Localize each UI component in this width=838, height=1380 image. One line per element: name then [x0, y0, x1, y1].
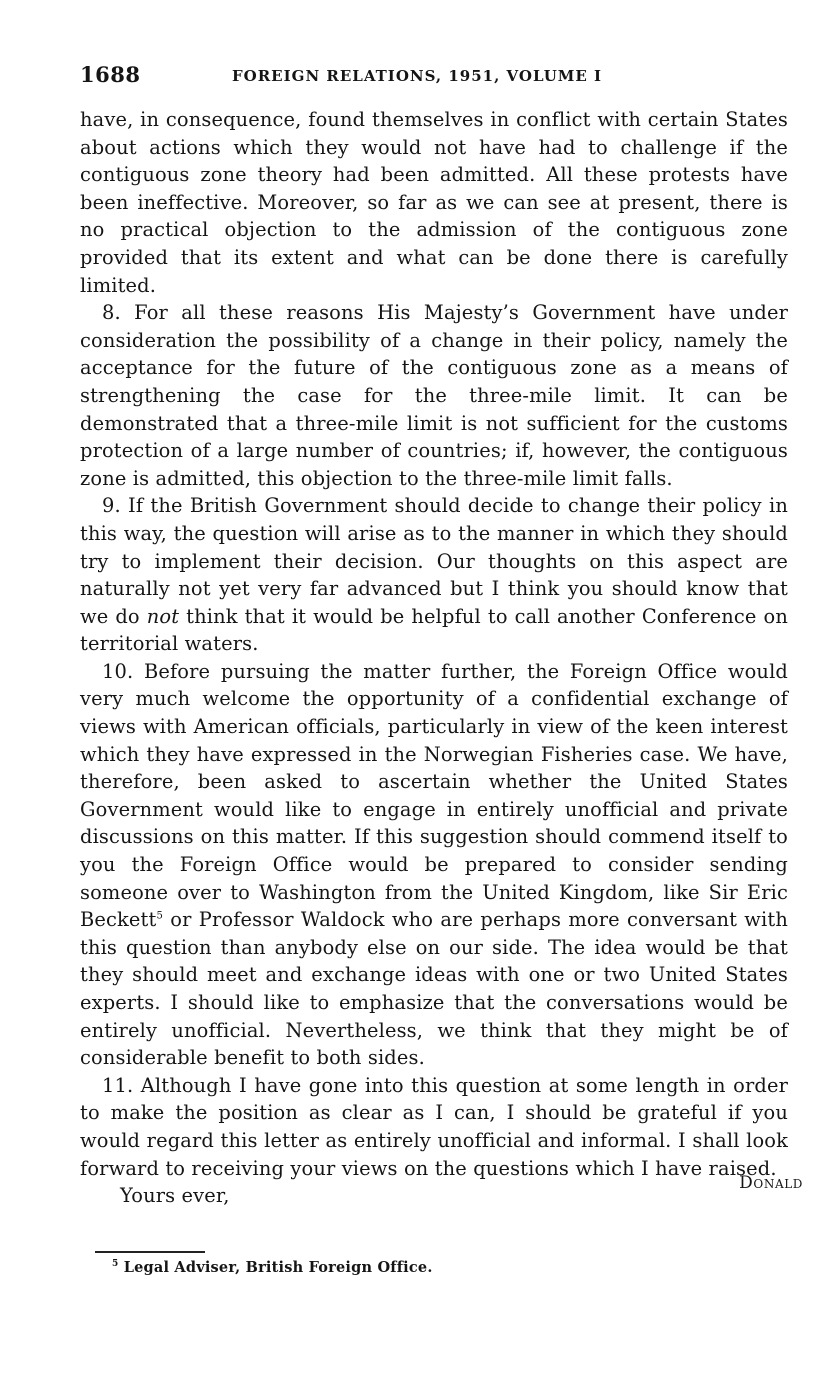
paragraph-11: 11. Although I have gone into this question at some length in order to make the position as clear as I can, I should be grateful if you would regard this letter as entirely unofficial and informal. I shall look forward to receiving your views on the questions which I have raised. — [80, 1073, 788, 1180]
closing-block — [80, 1173, 803, 1210]
paragraph-10 — [80, 658, 788, 1072]
paragraph-10-text-a: 10. Before pursuing the matter further, the Foreign Office would very much welcome the opportunity of a confidential exchange of views with American officials, particularly in view of the keen interest which they have expressed in the Norwegian Fisheries case. We have, therefore, been asked to ascertain whether the United States Government would like to engage in entirely unofficial and private discussions on this matter. If this suggestion should commend itself to you the Foreign Office would be prepared to consider sending someone over to Washington from the United Kingdom, like Sir Eric Beckett — [80, 659, 788, 932]
running-title: FOREIGN RELATIONS, 1951, VOLUME I — [232, 67, 603, 85]
salutation: Yours ever, — [120, 1184, 230, 1208]
footnote — [112, 1259, 433, 1276]
paragraph-9 — [80, 492, 788, 658]
footnote-text: Legal Adviser, British Foreign Office. — [123, 1259, 433, 1276]
footnote-divider — [95, 1251, 205, 1253]
paragraph-10-text-b: or Professor Waldock who are perhaps more conversant with this question than anybody else on our side. The idea would be that they should meet and exchange ideas with one or two United States experts. I should like to emphasize that the conversations would be entirely unofficial. Nevertheless, we think that they might be of considerable benefit to both sides. — [80, 908, 788, 1070]
footnote-reference: 5 — [156, 910, 163, 922]
body-text — [80, 106, 803, 1210]
signature: Donald — [739, 1173, 803, 1194]
page-number: 1688 — [80, 62, 141, 87]
paragraph-9-text-b: think that it would be helpful to call another Conference on territorial waters. — [80, 604, 788, 656]
paragraph-9-text-a: 9. If the British Government should decide to change their policy in this way, the question will arise as to the manner in which they should try to implement their decision. Our thoughts on this aspect are naturally not yet very far advanced but I think you should know that we do — [80, 494, 788, 628]
footnote-mark: 5 — [112, 1259, 119, 1270]
paragraph-7-continued: have, in consequence, found themselves in conflict with certain States about actions which they would not have had to challenge if the contiguous zone theory had been admitted. All these protests have been ineffective. Moreover, so far as we can see at present, there is no practical objection to the admission of the contiguous zone provided that its extent and what can be done there is carefully limited. — [80, 108, 788, 297]
emphasis-not: not — [146, 604, 180, 628]
page-header — [80, 62, 780, 92]
paragraph-8: 8. For all these reasons His Majesty’s Government have under consideration the possibility of a change in their policy, namely the acceptance for the future of the contiguous zone as a means of strengthening the case for the three-mile limit. It can be demonstrated that a three-mile limit is not sufficient for the customs protection of a large number of countries; if, however, the contiguous zone is admitted, this objection to the three-mile limit falls. — [80, 301, 788, 490]
